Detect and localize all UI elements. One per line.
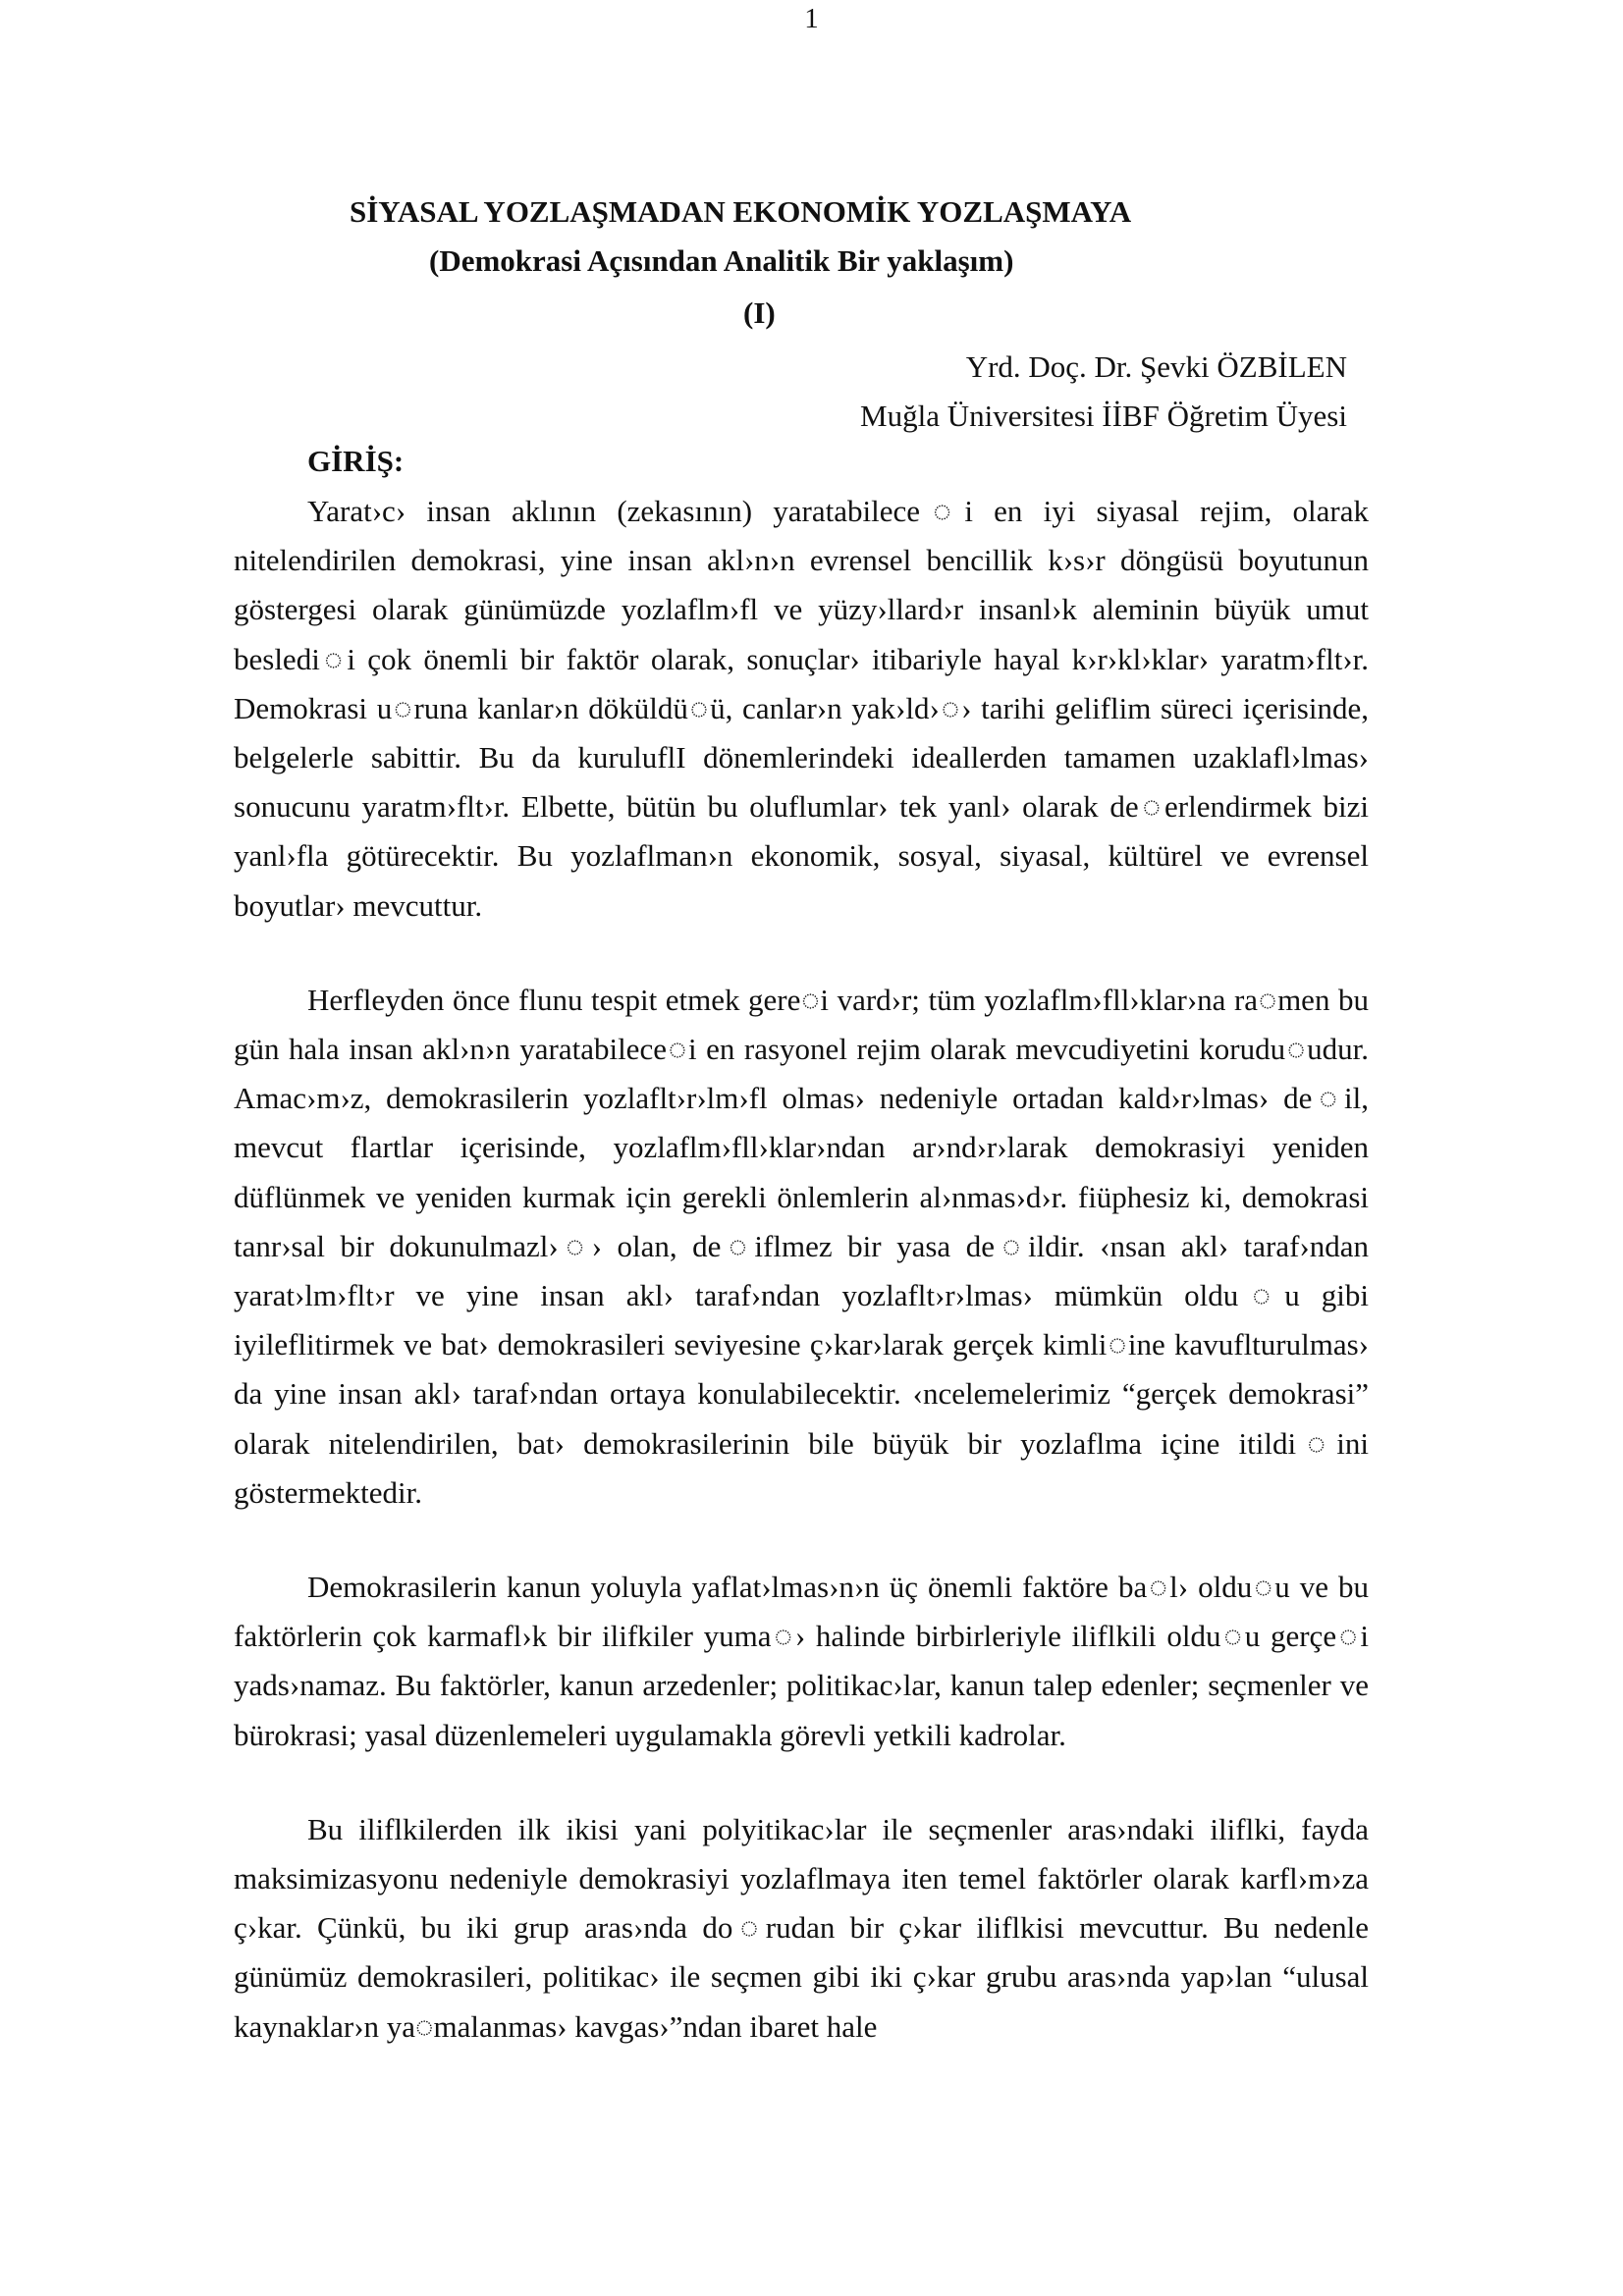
author-affiliation: Muğla Üniversitesi İİBF Öğretim Üyesi <box>860 399 1347 433</box>
body-text <box>234 487 1369 2097</box>
paragraph: Demokrasilerin kanun yoluyla yaflat›lmas›n›n üç önemli faktöre ba◌l› oldu◌u ve bu faktörlerin çok karmafl›k bir ilifkiler yuma◌› halinde birbirleriyle iliflkili oldu◌u gerçe◌i yads›namaz. Bu faktörler, kanun arzedenler; politikac›lar, kanun talep edenler; seçmenler ve bürokrasi; yasal düzenlemeleri uygulamakla görevli yetkili kadrolar. <box>234 1570 1369 1752</box>
paragraph: Herfleyden önce flunu tespit etmek gere◌i vard›r; tüm yozlaflm›fll›klar›na ra◌men bu gün hala insan akl›n›n yaratabilece◌i en rasyonel rejim olarak mevcudiyetini korudu◌udur. Amac›m›z, demokrasilerin yozlaflt›r›lm›fl olmas› nedeniyle ortadan kald›r›lmas› de◌il, mevcut flartlar içerisinde, yozlaflm›fll›klar›ndan ar›nd›r›larak demokrasiyi yeniden düflünmek ve yeniden kurmak için gerekli önlemlerin al›nmas›d›r. fiüphesiz ki, demokrasi tanr›sal bir dokunulmazl›◌› olan, de◌iflmez bir yasa de◌ildir. ‹nsan akl› taraf›ndan yarat›lm›flt›r ve yine insan akl› taraf›ndan yozlaflt›r›lmas› mümkün oldu◌u gibi iyileflitirmek ve bat› demokrasileri seviyesine ç›kar›larak gerçek kimli◌ine kavuflturulmas› da yine insan akl› taraf›ndan ortaya konulabilecektir. ‹ncelemelerimiz “gerçek demokrasi” olarak nitelendirilen, bat› demokrasilerinin bile büyük bir yozlaflma içine itildi◌ini göstermektedir. <box>234 982 1369 1510</box>
part-number: (I) <box>743 295 776 330</box>
author-name: Yrd. Doç. Dr. Şevki ÖZBİLEN <box>965 349 1347 384</box>
document-title: SİYASAL YOZLAŞMADAN EKONOMİK YOZLAŞMAYA <box>350 194 1132 229</box>
author-block <box>589 343 1347 441</box>
document-subtitle: (Demokrasi Açısından Analitik Bir yaklaşım) <box>429 243 1014 278</box>
page-number: 1 <box>804 3 819 34</box>
paragraph: Yarat›c› insan aklının (zekasının) yaratabilece◌i en iyi siyasal rejim, olarak nitelendirilen demokrasi, yine insan akl›n›n evrensel bencillik k›s›r döngüsü boyutunun göstergesi olarak günümüzde yozlaflm›fl ve yüzy›llard›r insanl›k aleminin büyük umut besledi◌i çok önemli bir faktör olarak, sonuçlar› itibariyle hayal k›r›kl›klar› yaratm›flt›r. Demokrasi u◌runa kanlar›n döküldü◌ü, canlar›n yak›ld›◌› tarihi geliflim süreci içerisinde, belgelerle sabittir. Bu da kuruluflI dönemlerindeki ideallerden tamamen uzaklafl›lmas› sonucunu yaratm›flt›r. Elbette, bütün bu oluflumlar› tek yanl› olarak de◌erlendirmek bizi yanl›fla götürecektir. Bu yozlaflman›n ekonomik, sosyal, siyasal, kültürel ve evrensel boyutlar› mevcuttur. <box>234 494 1369 923</box>
section-heading: GİRİŞ: <box>307 444 405 478</box>
paragraph: Bu iliflkilerden ilk ikisi yani polyitikac›lar ile seçmenler aras›ndaki iliflki, fayda maksimizasyonu nedeniyle demokrasiyi yozlaflmaya iten temel faktörler olarak karfl›m›za ç›kar. Çünkü, bu iki grup aras›nda do◌rudan bir ç›kar iliflkisi mevcuttur. Bu nedenle günümüz demokrasileri, politikac› ile seçmen gibi iki ç›kar grubu aras›nda yap›lan “ulusal kaynaklar›n ya◌malanmas› kavgas›”ndan ibaret hale <box>234 1811 1369 2044</box>
